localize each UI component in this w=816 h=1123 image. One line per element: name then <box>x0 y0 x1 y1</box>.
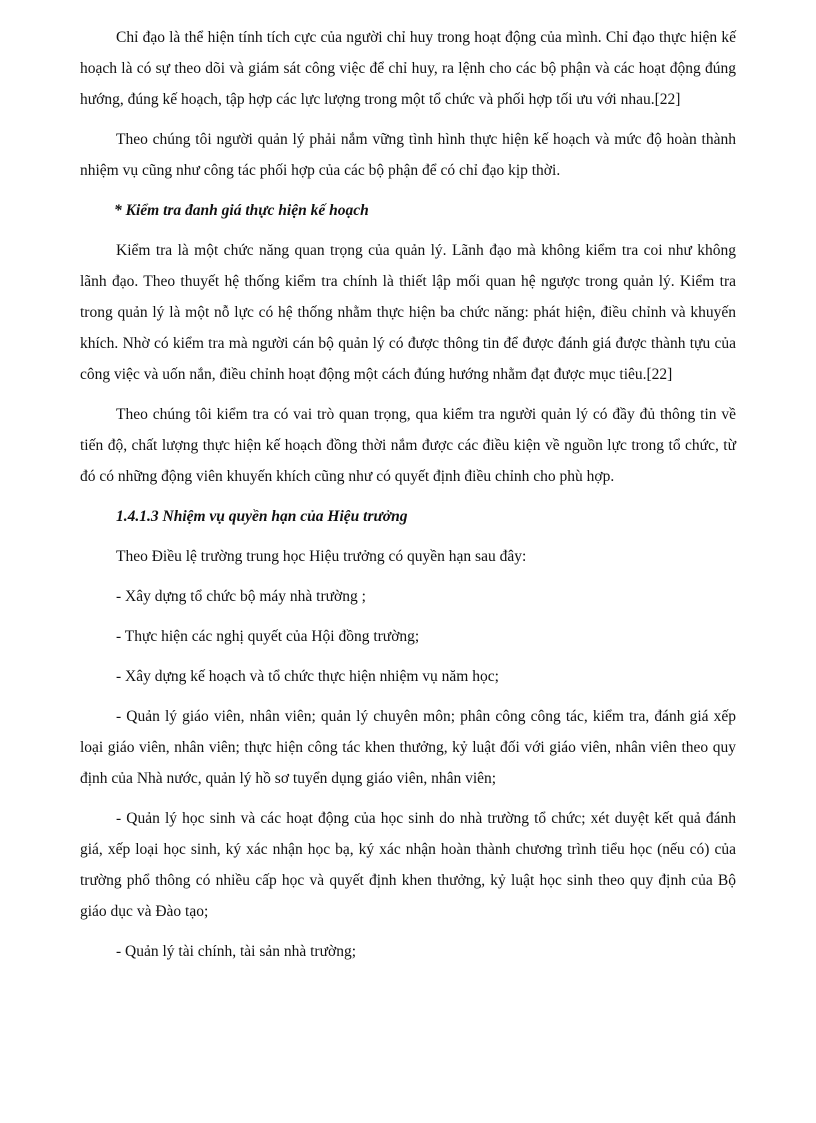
list-item: - Xây dựng tổ chức bộ máy nhà trường ; <box>116 588 366 605</box>
paragraph-vai-tro-kiem-tra: Theo chúng tôi kiểm tra có vai trò quan trọng, qua kiểm tra người quản lý có đầy đủ thông tin về tiến độ, chất lượng thực hiện kế hoạch đồng thời nắm được các điều kiện về nguồn lực trong tổ chức, từ đó có những động viên khuyến khích cũng như có quyết định điều chỉnh cho phù hợp. <box>80 406 736 485</box>
list-item: - Quản lý tài chính, tài sản nhà trường; <box>116 943 357 960</box>
list-item: - Quản lý học sinh và các hoạt động của học sinh do nhà trường tổ chức; xét duyệt kết quả đánh giá, xếp loại học sinh, ký xác nhận học bạ, ký xác nhận hoàn thành chương trình tiểu học (nếu có) của trường phổ thông có nhiều cấp học và quyết định khen thưởng, kỷ luật học sinh theo quy định của Bộ giáo dục và Đào tạo; <box>80 810 736 920</box>
paragraph-dieu-le: Theo Điều lệ trường trung học Hiệu trưởng có quyền hạn sau đây: <box>116 548 527 565</box>
section-heading-kiem-tra: * Kiểm tra đanh giá thực hiện kế hoạch <box>114 202 369 219</box>
paragraph-chi-dao: Chỉ đạo là thể hiện tính tích cực của người chỉ huy trong hoạt động của mình. Chỉ đạo thực hiện kế hoạch là có sự theo dõi và giám sát công việc để chỉ huy, ra lệnh cho các bộ phận và các hoạt động đúng hướng, đúng kế hoạch, tập hợp các lực lượng trong một tổ chức và phối hợp tối ưu với nhau.[22] <box>80 29 736 108</box>
paragraph-phoi-hop: Theo chúng tôi người quản lý phải nắm vững tình hình thực hiện kế hoạch và mức độ hoàn thành nhiệm vụ cũng như công tác phối hợp của các bộ phận để có chỉ đạo kịp thời. <box>80 131 736 179</box>
list-item: - Thực hiện các nghị quyết của Hội đồng trường; <box>116 628 420 645</box>
list-item: - Quản lý giáo viên, nhân viên; quản lý chuyên môn; phân công công tác, kiểm tra, đánh giá xếp loại giáo viên, nhân viên; thực hiện công tác khen thưởng, kỷ luật đối với giáo viên, nhân viên theo quy định của Nhà nước, quản lý hồ sơ tuyển dụng giáo viên, nhân viên; <box>80 708 736 787</box>
paragraph-kiem-tra: Kiểm tra là một chức năng quan trọng của quản lý. Lãnh đạo mà không kiểm tra coi như không lãnh đạo. Theo thuyết hệ thống kiểm tra chính là thiết lập mối quan hệ ngược trong quản lý. Kiểm tra trong quản lý là một nỗ lực có hệ thống nhằm thực hiện ba chức năng: phát hiện, điều chỉnh và khuyến khích. Nhờ có kiểm tra mà người cán bộ quản lý có được thông tin để được đánh giá được thành tựu của công việc và uốn nắn, điều chỉnh hoạt động một cách đúng hướng nhằm đạt được mục tiêu.[22] <box>80 242 736 383</box>
list-item: - Xây dựng kế hoạch và tổ chức thực hiện nhiệm vụ năm học; <box>116 668 499 685</box>
section-heading-nhiem-vu: 1.4.1.3 Nhiệm vụ quyền hạn của Hiệu trưởng <box>116 508 408 525</box>
